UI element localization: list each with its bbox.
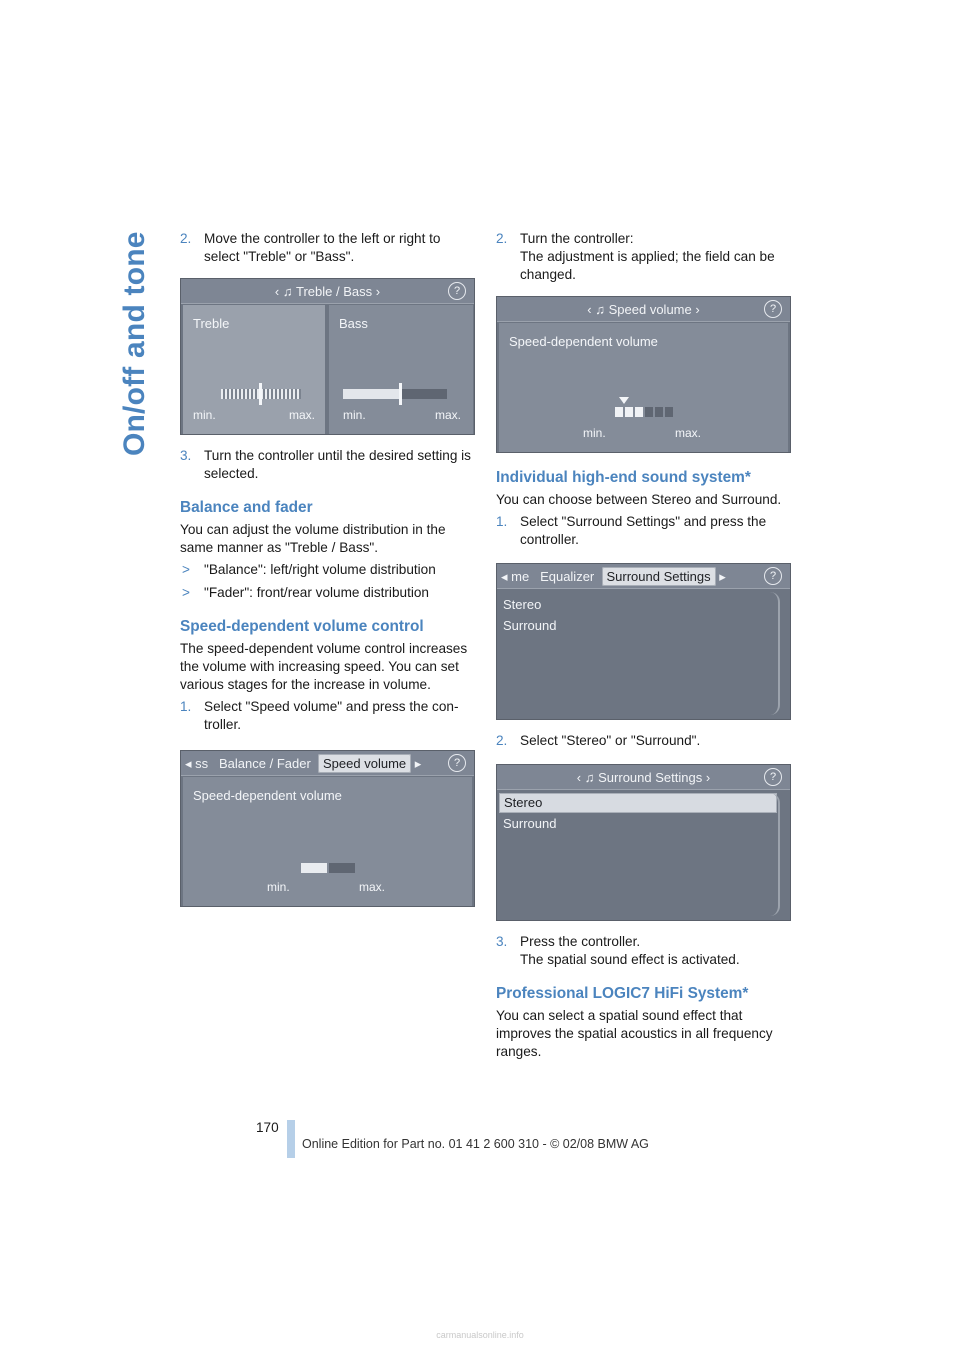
watermark: carmanualsonline.info: [436, 1330, 524, 1340]
step-item: 2. Turn the controller: The adjustment is applied; the field can be changed.: [496, 231, 775, 282]
help-icon: ?: [448, 282, 466, 300]
min-label: min.: [343, 408, 366, 422]
surround-tab-screen: [496, 563, 791, 720]
list-item-stereo-selected: Stereo: [499, 793, 777, 813]
step-item: 1. Select "Surround Settings" and press the controller.: [496, 514, 767, 547]
speed-level-fill: [301, 863, 327, 873]
paragraph: You can select a spatial sound effect that improves the spatial acoustics in all frequency ranges.: [496, 1008, 773, 1059]
max-label: max.: [288, 408, 315, 422]
help-icon: ?: [764, 300, 782, 318]
speed-volume-tab-screen: [180, 750, 475, 907]
arrow-left-icon: ‹: [587, 302, 592, 317]
bass-label: Bass: [339, 316, 368, 331]
speed-volume-panel: Speed-dependent volume min. max.: [183, 777, 472, 906]
step-item: 2. Select "Stereo" or "Surround".: [496, 733, 701, 748]
right-column: [496, 230, 791, 1065]
level-pointer-icon: [619, 397, 629, 404]
max-label: max.: [434, 408, 461, 422]
list-item: > "Balance": left/right volume distribution: [182, 562, 436, 577]
help-icon: ?: [764, 567, 782, 585]
scroll-arc: [770, 793, 780, 916]
arrow-left-icon: ‹: [576, 770, 582, 785]
speed-volume-screen: [496, 296, 791, 453]
heading-logic7: Professional LOGIC7 HiFi System*: [496, 985, 749, 1002]
treble-bass-screen: [180, 278, 475, 435]
footer-accent-bar: [287, 1120, 295, 1158]
arrow-left-icon: ‹: [274, 284, 280, 299]
tab-row: ◂ me Equalizer Surround Settings ▸: [501, 569, 726, 584]
paragraph: You can adjust the volume distribution in the same manner as "Treble / Bass".: [180, 522, 446, 555]
treble-label: Treble: [193, 316, 230, 331]
screen-title: ‹ ♫ Surround Settings ›: [576, 770, 711, 785]
bass-marker: [399, 383, 402, 405]
step-number: 2.: [180, 231, 192, 246]
speed-level-rest: [329, 863, 355, 873]
list-item-stereo: Stereo: [503, 597, 542, 612]
list-item-surround: Surround: [503, 816, 557, 831]
help-icon: ?: [448, 754, 466, 772]
bass-slider-rest: [399, 389, 447, 399]
arrow-right-icon: ›: [695, 302, 700, 317]
arrow-right-icon: ▸: [719, 569, 726, 584]
section-title: On/off and tone: [118, 231, 151, 456]
list-item-surround: Surround: [503, 618, 557, 633]
note-icon: ♫: [282, 284, 293, 299]
speed-level-rest: [645, 407, 673, 417]
screen-title: ‹ ♫ Treble / Bass ›: [274, 284, 381, 299]
heading-speed-volume: Speed-dependent volume control: [180, 618, 424, 635]
arrow-left-icon: ◂: [185, 756, 192, 771]
speed-level-fill: [615, 407, 643, 417]
min-label: min.: [193, 408, 216, 422]
tab-surround-settings: Surround Settings: [602, 567, 716, 586]
heading-balance-fader: Balance and fader: [180, 499, 313, 516]
speed-volume-panel: Speed-dependent volume min. max.: [499, 323, 788, 452]
note-icon: ♫: [595, 302, 605, 317]
step-item: 1. Select "Speed volume" and press the con-troller.: [180, 699, 459, 732]
arrow-right-icon: ›: [705, 770, 711, 785]
arrow-left-icon: ◂: [501, 569, 508, 584]
step-text: Move the controller to the left or right to select "Treble" or "Bass".: [204, 231, 441, 264]
treble-panel: [183, 305, 325, 434]
step-item: 3. Turn the controller until the desired setting is selected.: [180, 448, 471, 481]
bass-slider-fill: [343, 389, 399, 399]
note-icon: ♫: [584, 770, 595, 785]
tab-speed-volume: Speed volume: [318, 754, 411, 773]
step-item: [180, 230, 475, 266]
paragraph: The speed-dependent volume control increases the volume with increasing speed. You can set various stages for the increase in volume.: [180, 641, 468, 692]
bass-panel: [329, 305, 473, 434]
paragraph: You can choose between Stereo and Surround.: [496, 492, 782, 507]
tab-row: ◂ ss Balance / Fader Speed volume ▸: [185, 756, 422, 771]
screen-title: ‹ ♫ Speed volume ›: [587, 302, 700, 317]
help-icon: ?: [764, 768, 782, 786]
arrow-right-icon: ▸: [414, 756, 422, 771]
step-item: 3. Press the controller. The spatial sound effect is activated.: [496, 934, 740, 967]
treble-marker: [259, 383, 262, 405]
page-number: 170: [256, 1120, 279, 1135]
arrow-right-icon: ›: [375, 284, 381, 299]
scroll-arc: [770, 592, 780, 715]
surround-settings-screen: [496, 764, 791, 921]
heading-individual-sound: Individual high-end sound system*: [496, 469, 751, 486]
left-column: [180, 230, 475, 919]
list-item: > "Fader": front/rear volume distribution: [182, 585, 429, 600]
section-side-tab: [112, 228, 152, 468]
footer-text: Online Edition for Part no. 01 41 2 600 310 - © 02/08 BMW AG: [302, 1137, 649, 1151]
